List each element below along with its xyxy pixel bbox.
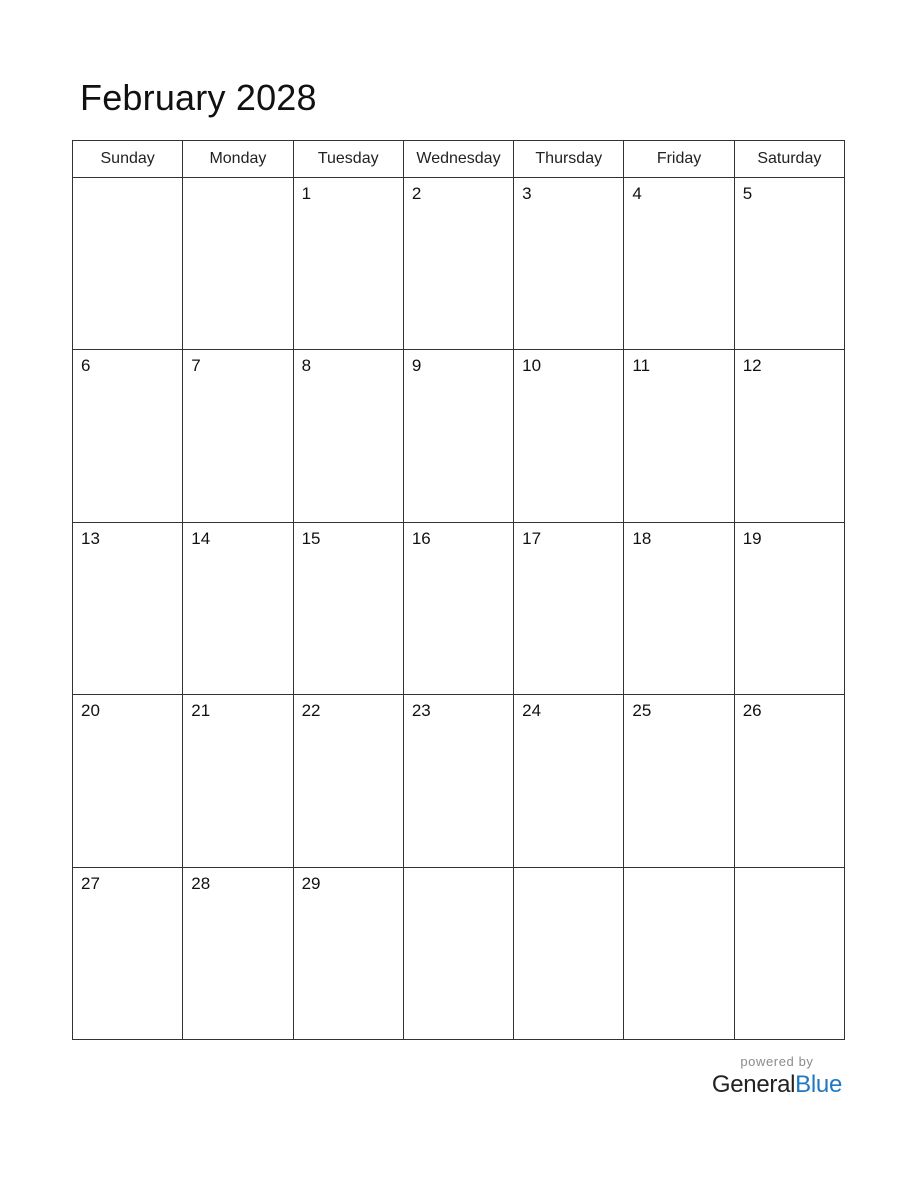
day-number: 22: [301, 701, 321, 721]
powered-by-label: powered by: [740, 1054, 814, 1069]
day-cell: [403, 350, 513, 522]
calendar-grid: [72, 140, 845, 1040]
day-number: 19: [742, 528, 762, 548]
day-number: [735, 868, 844, 874]
day-number: 11: [632, 356, 651, 376]
day-cell: [293, 695, 403, 867]
day-number: 5: [742, 184, 753, 203]
page-title: February 2028: [80, 77, 317, 118]
day-number: 20: [81, 701, 100, 721]
weekday-header: Sunday: [73, 141, 183, 178]
day-cell: [293, 522, 403, 694]
generalblue-logo[interactable]: [712, 1070, 842, 1100]
day-number: [404, 868, 513, 874]
day-number: 7: [191, 356, 201, 376]
day-number: 15: [301, 528, 321, 548]
day-cell: [403, 867, 513, 1039]
weekday-header: Wednesday: [403, 141, 513, 178]
day-number: 17: [522, 528, 542, 548]
day-number: 27: [81, 873, 100, 893]
week-row: [73, 178, 845, 350]
footer-branding: [712, 1054, 842, 1100]
day-number: 18: [632, 528, 652, 548]
day-number: 1: [301, 184, 312, 203]
weekday-header: Tuesday: [293, 141, 403, 178]
day-number: 14: [191, 528, 211, 548]
day-cell: [734, 350, 844, 522]
day-cell: [624, 867, 734, 1039]
day-cell: [403, 522, 513, 694]
brand-name-general: General: [711, 1071, 796, 1098]
day-cell: [183, 522, 293, 694]
day-number: [73, 178, 182, 184]
day-number: 26: [742, 701, 762, 721]
day-number: [514, 868, 623, 874]
day-number: [183, 178, 292, 184]
week-row: [73, 695, 845, 867]
day-cell: [73, 867, 183, 1039]
day-cell: [403, 178, 513, 350]
day-cell: [734, 695, 844, 867]
day-cell: [73, 695, 183, 867]
weekday-header: Monday: [183, 141, 293, 178]
day-cell: [403, 695, 513, 867]
day-number: [624, 868, 733, 874]
day-cell: [183, 867, 293, 1039]
week-row: [73, 350, 845, 522]
day-number: 10: [522, 356, 542, 376]
day-number: 6: [81, 356, 91, 376]
weekday-header-row: [73, 141, 845, 178]
day-cell: [734, 178, 844, 350]
day-cell: [624, 522, 734, 694]
day-number: 13: [81, 528, 100, 548]
day-number: 9: [411, 356, 422, 376]
week-row: [73, 867, 845, 1039]
day-cell: [293, 178, 403, 350]
day-number: 29: [301, 873, 321, 893]
day-cell: [514, 867, 624, 1039]
day-cell: [183, 178, 293, 350]
day-cell: [73, 178, 183, 350]
weekday-header: Thursday: [514, 141, 624, 178]
day-number: 24: [522, 701, 542, 721]
day-cell: [514, 522, 624, 694]
day-number: 12: [742, 356, 762, 376]
day-number: 4: [632, 184, 642, 203]
weekday-header: Friday: [624, 141, 734, 178]
day-number: 23: [411, 701, 431, 721]
day-number: 28: [191, 873, 211, 893]
day-cell: [183, 695, 293, 867]
weekday-header: Saturday: [734, 141, 844, 178]
day-cell: [293, 350, 403, 522]
day-cell: [73, 522, 183, 694]
day-cell: [734, 867, 844, 1039]
day-cell: [514, 695, 624, 867]
day-cell: [734, 522, 844, 694]
day-cell: [624, 695, 734, 867]
week-row: [73, 522, 845, 694]
day-number: 16: [411, 528, 431, 548]
day-number: 21: [191, 701, 211, 721]
brand-name-blue: Blue: [795, 1071, 842, 1098]
day-cell: [514, 178, 624, 350]
day-number: 3: [522, 184, 532, 203]
day-cell: [624, 350, 734, 522]
day-cell: [183, 350, 293, 522]
day-number: 8: [301, 356, 312, 376]
day-number: 2: [411, 184, 422, 203]
day-cell: [624, 178, 734, 350]
day-number: 25: [632, 701, 652, 721]
day-cell: [73, 350, 183, 522]
day-cell: [293, 867, 403, 1039]
day-cell: [514, 350, 624, 522]
